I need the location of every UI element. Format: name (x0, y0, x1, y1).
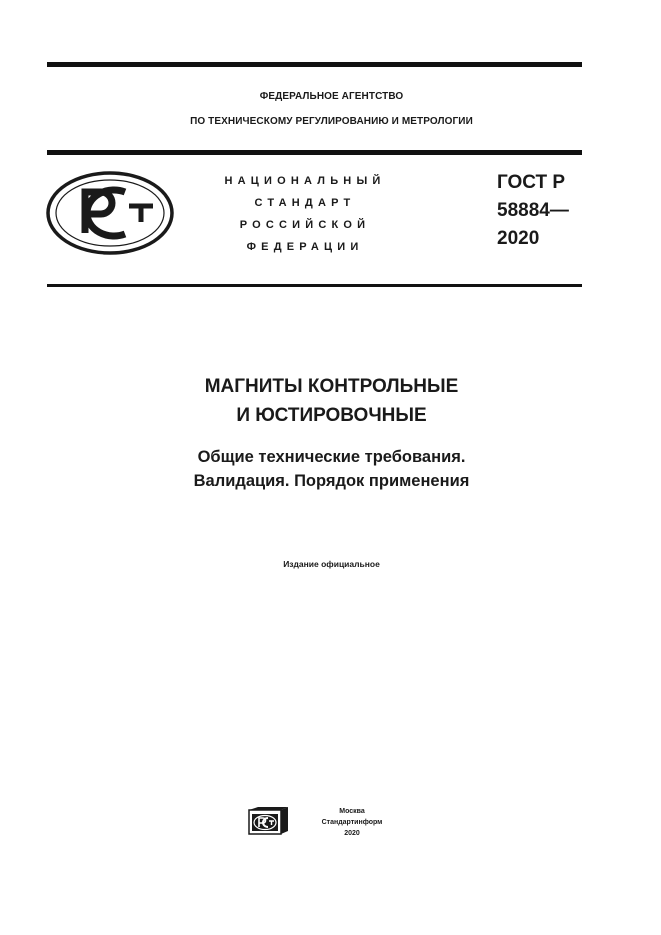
title-line2: И ЮСТИРОВОЧНЫЕ (236, 405, 427, 426)
lower-rule (47, 284, 582, 287)
standard-type-line3: РОССИЙСКОЙ (239, 219, 371, 231)
gost-line3: 2020 (497, 228, 540, 249)
gost-line1: ГОСТ Р (497, 172, 566, 193)
title-line1: МАГНИТЫ КОНТРОЛЬНЫЕ (204, 376, 459, 397)
publisher-city: Москва (339, 808, 365, 815)
middle-rule (47, 150, 582, 155)
standard-type-line4: ФЕДЕРАЦИИ (246, 241, 364, 253)
publisher-name: Стандартинформ (321, 819, 383, 826)
subtitle-line1: Общие технические требования. (197, 448, 466, 466)
agency-name-line1: ФЕДЕРАЛЬНОЕ АГЕНТСТВО (259, 91, 404, 102)
rst-emblem-icon (45, 170, 175, 256)
agency-name-line2: ПО ТЕХНИЧЕСКОМУ РЕГУЛИРОВАНИЮ И МЕТРОЛОГИИ (190, 116, 473, 127)
standard-type-line2: СТАНДАРТ (254, 197, 356, 209)
subtitle-line2: Валидация. Порядок применения (193, 472, 470, 490)
top-rule (47, 62, 582, 67)
standard-type-block (205, 170, 405, 258)
edition-note: Издание официальное (283, 559, 380, 569)
gost-designation (497, 169, 569, 253)
publisher-year: 2020 (344, 830, 360, 837)
document-title (47, 372, 616, 430)
standard-type-line1: НАЦИОНАЛЬНЫЙ (224, 175, 386, 187)
publisher-imprint (318, 806, 386, 839)
gost-line2: 58884— (497, 200, 569, 221)
document-subtitle (47, 445, 616, 493)
standartinform-logo-icon (248, 806, 288, 836)
